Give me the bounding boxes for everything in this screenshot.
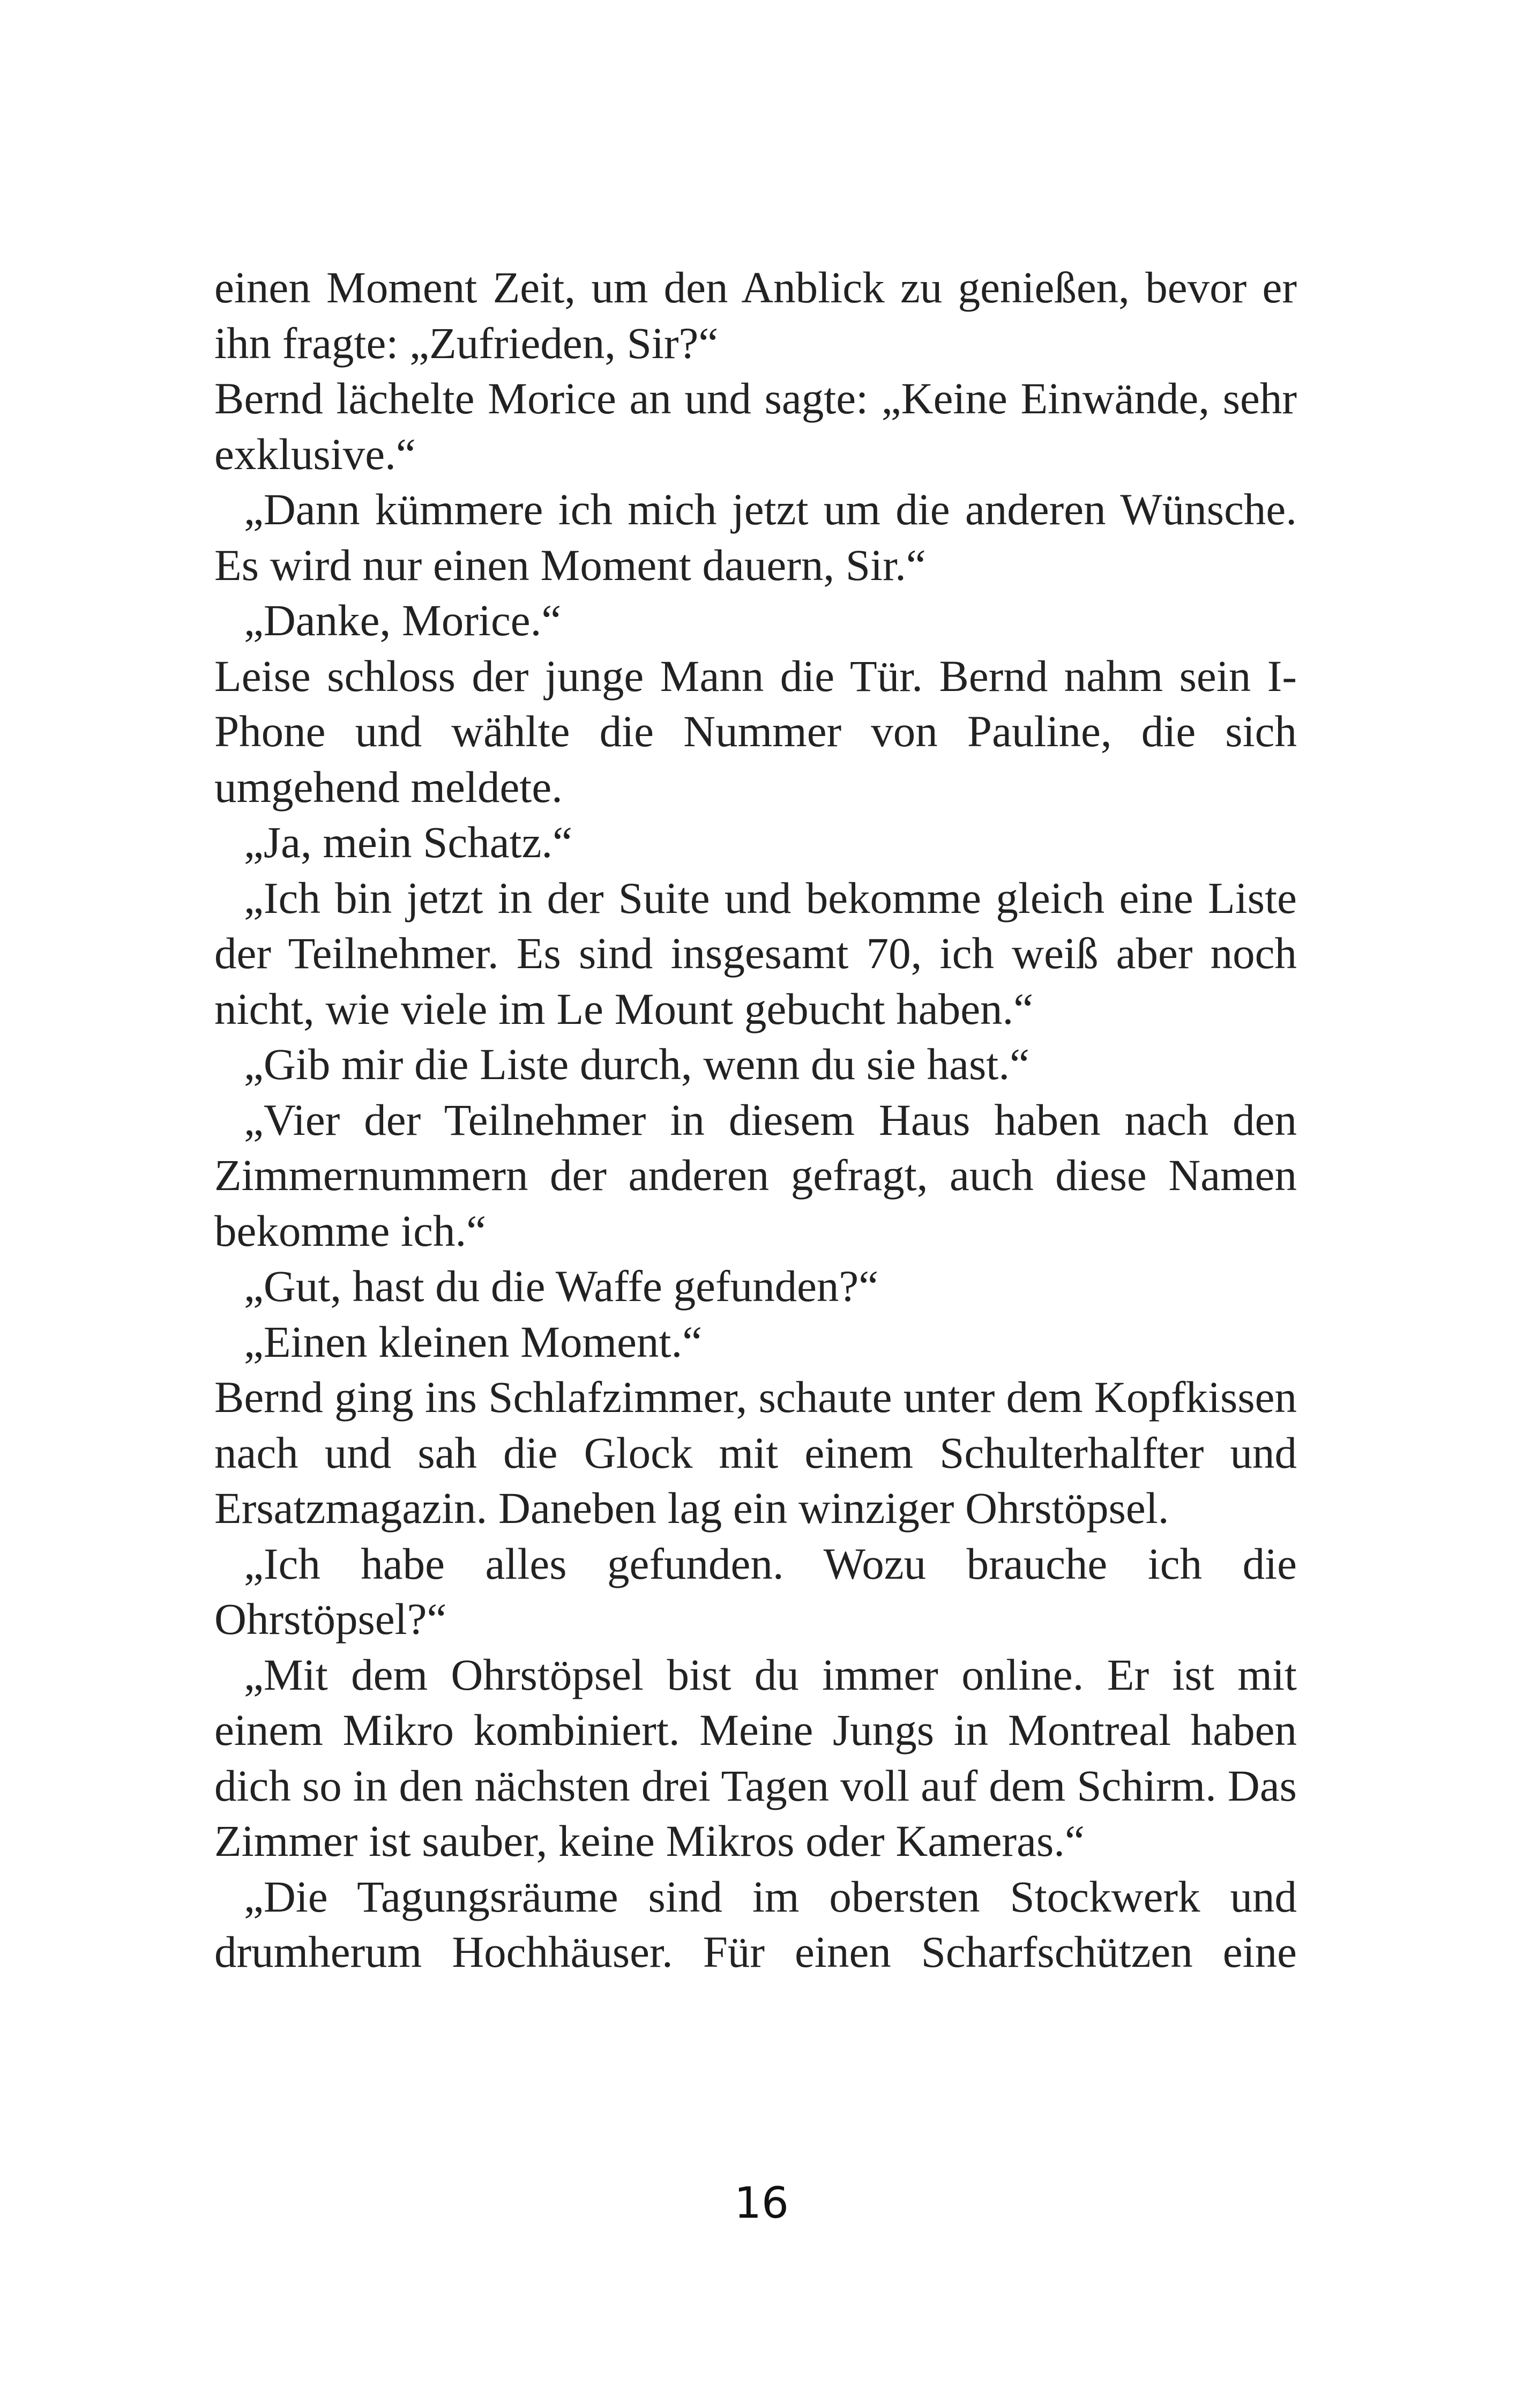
paragraph-6: „Ja, mein Schatz.“ — [244, 817, 573, 867]
paragraph-2: Bernd lächelte Morice an und sagte: „Keine Einwände, sehr exklusive.“ — [214, 374, 1297, 479]
paragraph-5: Leise schloss der junge Mann die Tür. Bernd nahm sein I-Phone und wählte die Nummer von Pauline, die sich umgehend meldete. — [214, 651, 1297, 812]
paragraph-13: „Ich habe alles gefunden. Wozu brauche ich die Ohrstöpsel?“ — [214, 1539, 1297, 1644]
paragraph-11: „Einen kleinen Moment.“ — [244, 1317, 703, 1366]
paragraph-7: „Ich bin jetzt in der Suite und bekomme gleich eine Liste der Teilnehmer. Es sind insgesamt 70, ich weiß aber noch nicht, wie viele im Le Mount gebucht haben.“ — [214, 873, 1297, 1034]
body-text — [214, 260, 1297, 1980]
paragraph-9: „Vier der Teilnehmer in diesem Haus haben nach den Zimmernummern der anderen gefragt, auch diese Namen bekomme ich.“ — [214, 1095, 1297, 1255]
paragraph-15: „Die Tagungsräume sind im obersten Stockwerk und drumherum Hochhäuser. Für einen Scharfschützen eine — [214, 1871, 1297, 1976]
paragraph-10: „Gut, hast du die Waffe gefunden?“ — [244, 1261, 879, 1311]
paragraph-1: einen Moment Zeit, um den Anblick zu genießen, bevor er ihn fragte: „Zufrieden, Sir?“ — [214, 263, 1297, 368]
paragraph-4: „Danke, Morice.“ — [244, 596, 562, 645]
paragraph-8: „Gib mir die Liste durch, wenn du sie hast.“ — [244, 1039, 1029, 1089]
page-number: 16 — [734, 2178, 789, 2228]
paragraph-3: „Dann kümmere ich mich jetzt um die anderen Wünsche. Es wird nur einen Moment dauern, Sir.“ — [214, 485, 1297, 590]
paragraph-12: Bernd ging ins Schlafzimmer, schaute unter dem Kopfkissen nach und sah die Glock mit einem Schulterhalfter und Ersatzmagazin. Daneben lag ein winziger Ohrstöpsel. — [214, 1372, 1297, 1533]
paragraph-14: „Mit dem Ohrstöpsel bist du immer online. Er ist mit einem Mikro kombiniert. Meine Jungs in Montreal haben dich so in den nächsten drei Tagen voll auf dem Schirm. Das Zimmer ist sauber, keine Mikros oder Kameras.“ — [214, 1649, 1297, 1866]
